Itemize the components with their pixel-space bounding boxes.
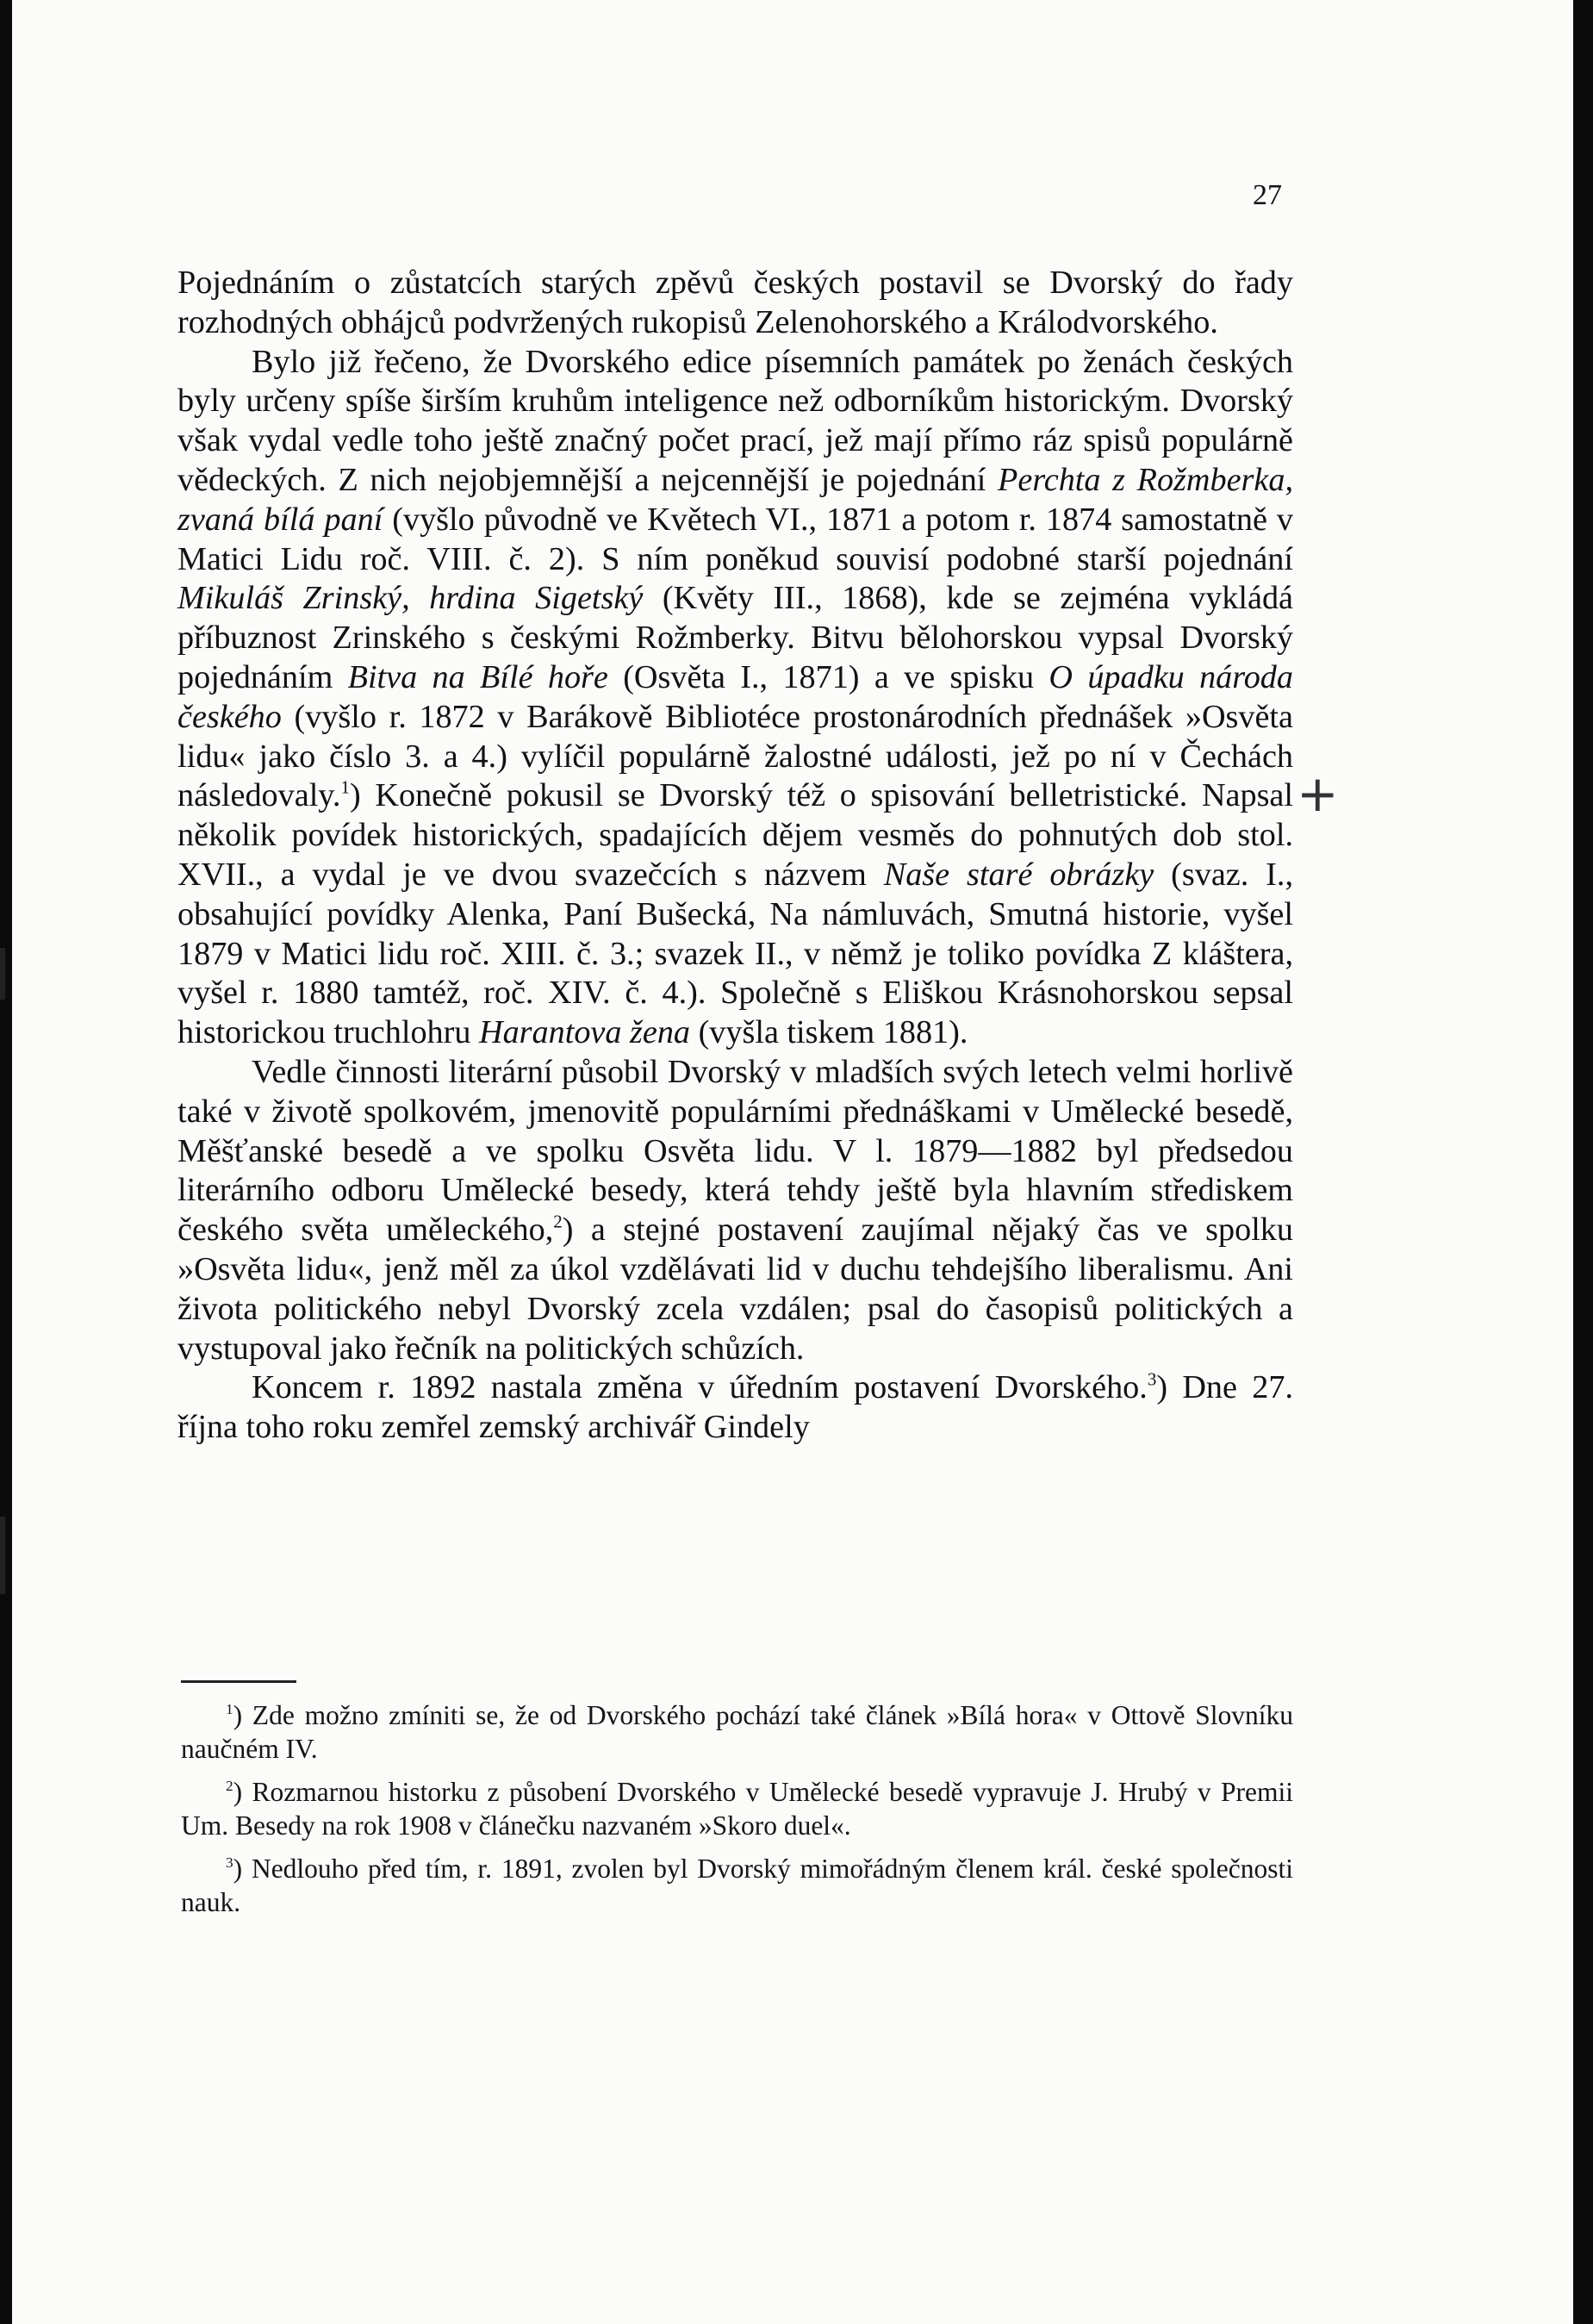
italic-title: O úpadku národa českého [177,658,1293,735]
italic-title: Naše staré obrázky [883,856,1154,893]
text-run: Koncem r. 1892 nastala změna v úředním postavení Dvorského. [252,1369,1148,1406]
footnote-reference: 3 [1147,1368,1157,1390]
text-run: (Osvěta I., 1871) a ve spisku [607,658,1049,695]
footnote-text: ) Rozmarnou historku z působení Dvorského v Umělecké besedě vypravuje J. Hrubý v Premii Um. Besedy na rok 1908 v článečku nazvaném »Skoro duel«. [181,1777,1293,1841]
text-run: (Květy III., 1868), kde se zejména vykládá příbuznost Zrinského s českými Rožmberky. Bitvu bělohorskou vypsal Dvorský pojednáním [177,580,1293,695]
scan-edge-mark [0,948,5,1000]
footnote-text: ) Zde možno zmíniti se, že od Dvorského pochází také článek »Bílá hora« v Ottově Slovníku naučném IV. [181,1700,1293,1764]
paragraph [177,343,1293,1053]
footnote-reference: 1 [340,776,350,798]
italic-title: Bitva na Bílé hoře [347,658,608,695]
italic-title: Mikuláš Zrinský, hrdina Sigetský [177,580,644,617]
footnotes [181,1699,1293,1929]
footnote-text: ) Nedlouho před tím, r. 1891, zvolen byl Dvorský mimořádným členem král. české společnosti nauk. [181,1854,1293,1917]
footnote [181,1853,1293,1919]
scan-edge-mark [0,1517,5,1594]
text-run: (vyšlo původně ve Květech VI., 1871 a potom r. 1874 samostatně v Matici Lidu roč. VIII. č. 2). S ním poněkud souvisí podobné starší pojednání [177,501,1293,577]
text-run: ) a stejné postavení zaujímal nějaký čas ve spolku »Osvěta lidu«, jenž měl za úkol vzdělávati lid v duchu tehdejšího liberalismu. Ani života politického nebyl Dvorský zcela vzdálen; psal do časopisů politických a vystupoval jako řečník na politických schůzích. [177,1212,1293,1367]
footnote-mark: 3 [226,1854,233,1871]
margin-cross-mark: + [1297,764,1339,823]
text-run: ) Dne 27. října toho roku zemřel zemský archivář Gindely [177,1369,1293,1446]
text-run: (vyšla tiskem 1881). [690,1014,968,1051]
text-run: Pojednáním o zůstatcích starých zpěvů českých postavil se Dvorský do řady rozhodných obhájců podvržených rukopisů Zelenohorského a Králodvorského. [177,265,1293,340]
paragraph [177,1053,1293,1368]
paragraph [177,264,1293,343]
footnote [181,1776,1293,1842]
page-number: 27 [1253,179,1282,211]
footnote [181,1699,1293,1766]
text-run: (vyšlo r. 1872 v Barákově Bibliotéce prostonárodních přednášek »Osvěta lidu« jako číslo 3. a 4.) vylíčil populárně žalostné události, jež po ní v Čechách následovaly. [177,698,1293,814]
text-run: Vedle činnosti literární působil Dvorský v mladších svých letech velmi horlivě také v životě spolkovém, jmenovitě populárními přednáškami v Umělecké besedě, Měšťanské besedě a ve spolku Osvěta lidu. V l. 1879—1882 byl předsedou literárního odboru Umělecké besedy, která tehdy ještě byla hlavním střediskem českého světa uměleckého, [177,1053,1293,1249]
text-run: ) Konečně pokusil se Dvorský též o spisování belletristické. Napsal několik povídek historických, spadajících dějem vesměs do pohnutých dob stol. XVII., a vydal je ve dvou svazečcích s názvem [177,777,1293,893]
body-text [177,264,1293,1448]
paragraph [177,1368,1293,1448]
footnote-mark: 1 [226,1700,233,1717]
footnote-separator [181,1680,296,1683]
footnote-mark: 2 [226,1777,233,1794]
book-page [12,0,1573,2324]
italic-title: Harantova žena [479,1014,691,1051]
text-run: (svaz. I., obsahující povídky Alenka, Paní Bušecká, Na námluvách, Smutná historie, vyšel 1879 v Matici lidu roč. XIII. č. 3.; svazek II., v němž je toliko povídka Z kláštera, vyšel r. 1880 tamtéž, roč. XIV. č. 4.). Společně s Eliškou Krásnohorskou sepsal historickou truchlohru [177,856,1293,1051]
text-run: Bylo již řečeno, že Dvorského edice písemních památek po ženách českých byly určeny spíše širším kruhům inteligence než odborníkům historickým. Dvorský však vydal vedle toho ještě značný počet prací, jež mají přímo ráz spisů populárně vědeckých. Z nich nejobjemnější a nejcennější je pojednání [177,343,1293,498]
italic-title: Perchta z Rožmberka, zvaná bílá paní [177,461,1293,538]
footnote-reference: 2 [553,1211,563,1232]
